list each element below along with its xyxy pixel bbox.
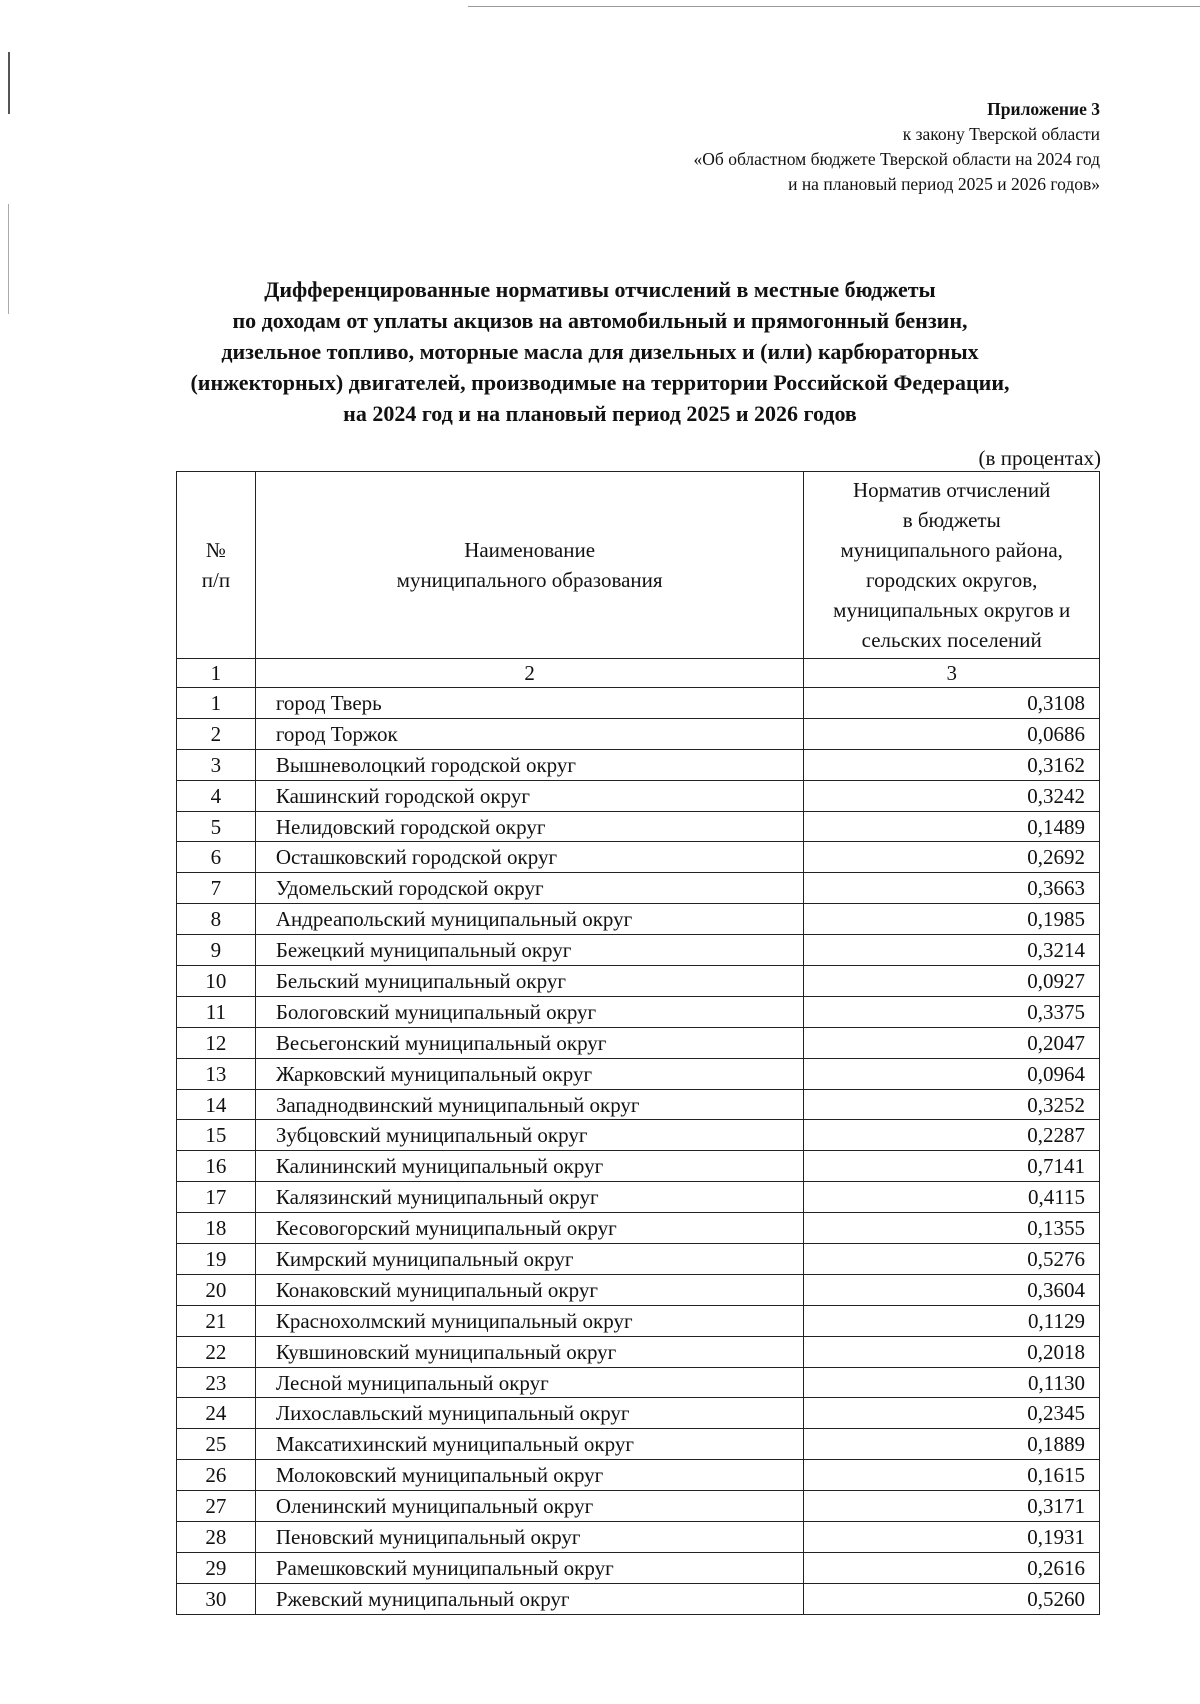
table-row bbox=[177, 1305, 1100, 1336]
municipality-name: Рамешковский муниципальный округ bbox=[255, 1552, 804, 1583]
row-number: 2 bbox=[177, 718, 256, 749]
municipality-name: Осташковский городской округ bbox=[255, 842, 804, 873]
header-line: п/п bbox=[201, 568, 231, 592]
scan-top-line bbox=[468, 6, 1200, 7]
header-line: в бюджеты bbox=[902, 508, 1001, 532]
title-line: по доходам от уплаты акцизов на автомобильный и прямогонный бензин, bbox=[232, 308, 968, 333]
row-number: 13 bbox=[177, 1058, 256, 1089]
table-row bbox=[177, 688, 1100, 719]
municipality-name: Калязинский муниципальный округ bbox=[255, 1182, 804, 1213]
row-number: 16 bbox=[177, 1151, 256, 1182]
table-row bbox=[177, 1089, 1100, 1120]
norm-value: 0,2287 bbox=[804, 1120, 1100, 1151]
column-index: 1 bbox=[177, 659, 256, 688]
row-number: 28 bbox=[177, 1522, 256, 1553]
municipality-name: Кесовогорский муниципальный округ bbox=[255, 1213, 804, 1244]
municipality-name: Андреапольский муниципальный округ bbox=[255, 904, 804, 935]
municipality-name: Нелидовский городской округ bbox=[255, 811, 804, 842]
row-number: 14 bbox=[177, 1089, 256, 1120]
table-body bbox=[177, 688, 1100, 1615]
row-number: 19 bbox=[177, 1244, 256, 1275]
header-line: Норматив отчислений bbox=[853, 478, 1051, 502]
municipality-name: город Тверь bbox=[255, 688, 804, 719]
municipality-name: Пеновский муниципальный округ bbox=[255, 1522, 804, 1553]
appendix-heading bbox=[400, 97, 1100, 197]
column-index: 2 bbox=[255, 659, 804, 688]
norm-value: 0,1489 bbox=[804, 811, 1100, 842]
row-number: 17 bbox=[177, 1182, 256, 1213]
row-number: 15 bbox=[177, 1120, 256, 1151]
municipality-name: Кимрский муниципальный округ bbox=[255, 1244, 804, 1275]
table-row bbox=[177, 873, 1100, 904]
table-row bbox=[177, 780, 1100, 811]
table-row bbox=[177, 1182, 1100, 1213]
norm-value: 0,1129 bbox=[804, 1305, 1100, 1336]
municipality-name: Оленинский муниципальный округ bbox=[255, 1491, 804, 1522]
municipality-name: Ржевский муниципальный округ bbox=[255, 1583, 804, 1614]
table-row bbox=[177, 966, 1100, 997]
header-line: муниципального образования bbox=[396, 568, 663, 592]
table-row bbox=[177, 1120, 1100, 1151]
table-header-row bbox=[177, 472, 1100, 659]
table-row bbox=[177, 811, 1100, 842]
row-number: 7 bbox=[177, 873, 256, 904]
row-number: 30 bbox=[177, 1583, 256, 1614]
table-row bbox=[177, 1151, 1100, 1182]
municipality-name: Бологовский муниципальный округ bbox=[255, 996, 804, 1027]
header-line: муниципальных округов и bbox=[833, 598, 1071, 622]
scan-edge-mark bbox=[8, 204, 9, 314]
norm-value: 0,3171 bbox=[804, 1491, 1100, 1522]
norm-value: 0,1931 bbox=[804, 1522, 1100, 1553]
table-row bbox=[177, 1460, 1100, 1491]
row-number: 9 bbox=[177, 935, 256, 966]
table-row bbox=[177, 1367, 1100, 1398]
header-line: № bbox=[205, 538, 226, 562]
table-row bbox=[177, 935, 1100, 966]
municipality-name: Весьегонский муниципальный округ bbox=[255, 1027, 804, 1058]
row-number: 24 bbox=[177, 1398, 256, 1429]
norms-table bbox=[176, 471, 1100, 1615]
municipality-name: город Торжок bbox=[255, 718, 804, 749]
municipality-name: Краснохолмский муниципальный округ bbox=[255, 1305, 804, 1336]
header-norm bbox=[804, 472, 1100, 659]
row-number: 20 bbox=[177, 1274, 256, 1305]
municipality-name: Кувшиновский муниципальный округ bbox=[255, 1336, 804, 1367]
norm-value: 0,4115 bbox=[804, 1182, 1100, 1213]
norm-value: 0,3252 bbox=[804, 1089, 1100, 1120]
table-row bbox=[177, 1429, 1100, 1460]
norm-value: 0,1355 bbox=[804, 1213, 1100, 1244]
municipality-name: Молоковский муниципальный округ bbox=[255, 1460, 804, 1491]
title-line: Дифференцированные нормативы отчислений в местные бюджеты bbox=[264, 277, 936, 302]
table-row bbox=[177, 1058, 1100, 1089]
row-number: 3 bbox=[177, 749, 256, 780]
table-row bbox=[177, 1522, 1100, 1553]
norm-value: 0,3214 bbox=[804, 935, 1100, 966]
municipality-name: Бежецкий муниципальный округ bbox=[255, 935, 804, 966]
norm-value: 0,5276 bbox=[804, 1244, 1100, 1275]
table-row bbox=[177, 1336, 1100, 1367]
municipality-name: Бельский муниципальный округ bbox=[255, 966, 804, 997]
norm-value: 0,0927 bbox=[804, 966, 1100, 997]
table-row bbox=[177, 996, 1100, 1027]
row-number: 25 bbox=[177, 1429, 256, 1460]
title-line: дизельное топливо, моторные масла для дизельных и (или) карбюраторных bbox=[221, 339, 979, 364]
column-index: 3 bbox=[804, 659, 1100, 688]
municipality-name: Калининский муниципальный округ bbox=[255, 1151, 804, 1182]
norm-value: 0,2018 bbox=[804, 1336, 1100, 1367]
header-line: муниципального района, bbox=[840, 538, 1063, 562]
table-row bbox=[177, 749, 1100, 780]
row-number: 1 bbox=[177, 688, 256, 719]
appendix-line: «Об областном бюджете Тверской области на 2024 год bbox=[693, 149, 1100, 169]
norm-value: 0,3375 bbox=[804, 996, 1100, 1027]
municipality-name: Западнодвинский муниципальный округ bbox=[255, 1089, 804, 1120]
table-row bbox=[177, 1583, 1100, 1614]
norm-value: 0,7141 bbox=[804, 1151, 1100, 1182]
appendix-line: к закону Тверской области bbox=[902, 124, 1100, 144]
norm-value: 0,2692 bbox=[804, 842, 1100, 873]
norm-value: 0,3162 bbox=[804, 749, 1100, 780]
norm-value: 0,1615 bbox=[804, 1460, 1100, 1491]
row-number: 29 bbox=[177, 1552, 256, 1583]
scan-edge-mark bbox=[8, 52, 10, 114]
table-row bbox=[177, 1213, 1100, 1244]
table-row bbox=[177, 1244, 1100, 1275]
norm-value: 0,3663 bbox=[804, 873, 1100, 904]
municipality-name: Удомельский городской округ bbox=[255, 873, 804, 904]
row-number: 18 bbox=[177, 1213, 256, 1244]
title-line: (инжекторных) двигателей, производимые на территории Российской Федерации, bbox=[190, 370, 1010, 395]
row-number: 4 bbox=[177, 780, 256, 811]
header-line: Наименование bbox=[464, 538, 596, 562]
norm-value: 0,1985 bbox=[804, 904, 1100, 935]
row-number: 21 bbox=[177, 1305, 256, 1336]
norm-value: 0,1130 bbox=[804, 1367, 1100, 1398]
header-line: городских округов, bbox=[866, 568, 1038, 592]
municipality-name: Зубцовский муниципальный округ bbox=[255, 1120, 804, 1151]
table-row bbox=[177, 718, 1100, 749]
appendix-title: Приложение 3 bbox=[987, 99, 1100, 119]
norm-value: 0,3108 bbox=[804, 688, 1100, 719]
municipality-name: Лихославльский муниципальный округ bbox=[255, 1398, 804, 1429]
norm-value: 0,2345 bbox=[804, 1398, 1100, 1429]
norm-value: 0,0964 bbox=[804, 1058, 1100, 1089]
row-number: 6 bbox=[177, 842, 256, 873]
norm-value: 0,3604 bbox=[804, 1274, 1100, 1305]
row-number: 8 bbox=[177, 904, 256, 935]
norm-value: 0,3242 bbox=[804, 780, 1100, 811]
row-number: 26 bbox=[177, 1460, 256, 1491]
table-row bbox=[177, 1552, 1100, 1583]
column-index-row bbox=[177, 659, 1100, 688]
table-row bbox=[177, 1491, 1100, 1522]
table-row bbox=[177, 1027, 1100, 1058]
row-number: 10 bbox=[177, 966, 256, 997]
document-title bbox=[120, 274, 1080, 429]
norm-value: 0,2047 bbox=[804, 1027, 1100, 1058]
norm-value: 0,1889 bbox=[804, 1429, 1100, 1460]
units-label: (в процентах) bbox=[978, 446, 1101, 470]
row-number: 11 bbox=[177, 996, 256, 1027]
table-row bbox=[177, 904, 1100, 935]
municipality-name: Лесной муниципальный округ bbox=[255, 1367, 804, 1398]
row-number: 12 bbox=[177, 1027, 256, 1058]
row-number: 23 bbox=[177, 1367, 256, 1398]
municipality-name: Кашинский городской округ bbox=[255, 780, 804, 811]
municipality-name: Максатихинский муниципальный округ bbox=[255, 1429, 804, 1460]
norm-value: 0,2616 bbox=[804, 1552, 1100, 1583]
header-number bbox=[177, 472, 256, 659]
appendix-line: и на плановый период 2025 и 2026 годов» bbox=[788, 174, 1100, 194]
row-number: 22 bbox=[177, 1336, 256, 1367]
municipality-name: Вышневолоцкий городской округ bbox=[255, 749, 804, 780]
table-row bbox=[177, 1398, 1100, 1429]
title-line: на 2024 год и на плановый период 2025 и 2026 годов bbox=[343, 401, 857, 426]
norm-value: 0,0686 bbox=[804, 718, 1100, 749]
row-number: 5 bbox=[177, 811, 256, 842]
table-row bbox=[177, 1274, 1100, 1305]
header-line: сельских поселений bbox=[861, 628, 1042, 652]
row-number: 27 bbox=[177, 1491, 256, 1522]
norm-value: 0,5260 bbox=[804, 1583, 1100, 1614]
municipality-name: Жарковский муниципальный округ bbox=[255, 1058, 804, 1089]
municipality-name: Конаковский муниципальный округ bbox=[255, 1274, 804, 1305]
table-row bbox=[177, 842, 1100, 873]
header-name bbox=[255, 472, 804, 659]
